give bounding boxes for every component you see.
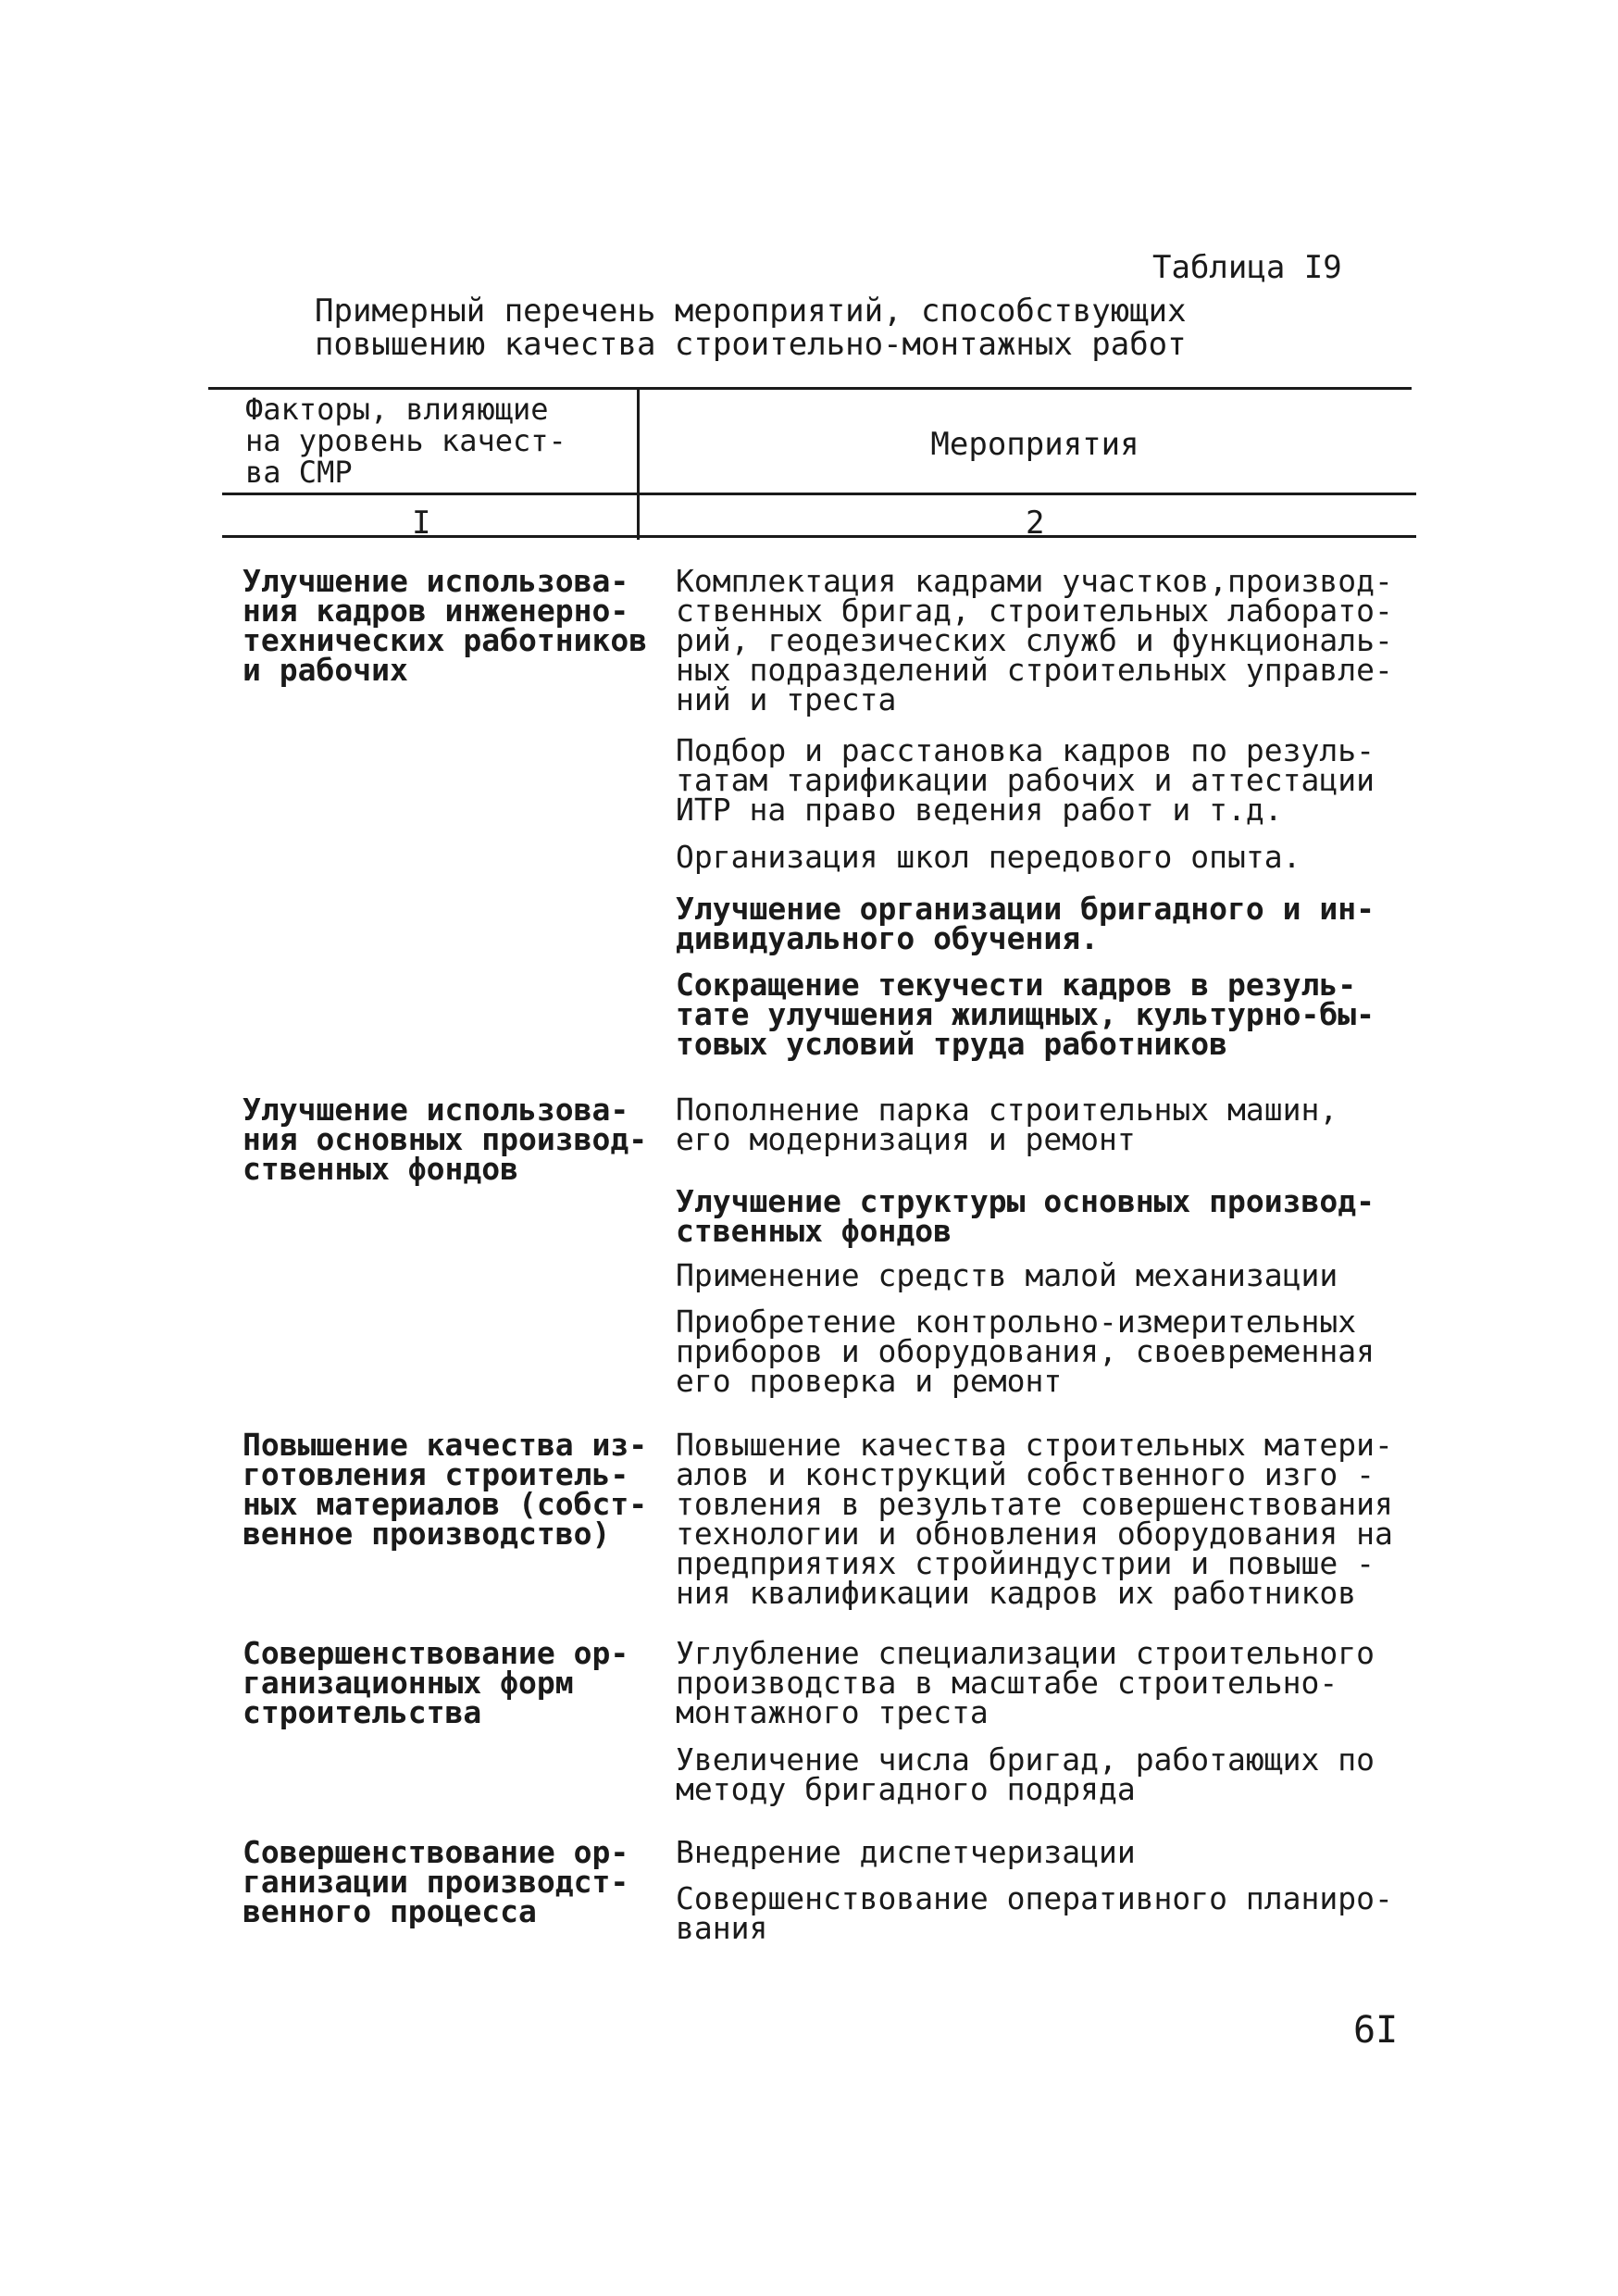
header-bottom-rule <box>222 493 1416 495</box>
measure-row-1-item-2: Подбор и расстановка кадров по резуль- татам тарификации рабочих и аттестации ИТР на право ведения работ и т.д. <box>676 732 1375 828</box>
factor-row-2: Улучшение использова- ния основных производ- ственных фондов <box>243 1092 648 1187</box>
table-top-rule <box>208 387 1412 390</box>
measure-row-3-item-1: Повышение качества строительных матери- алов и конструкций собственного изго - товления в результате совершенствования технологии и обновления оборудования на предприятиях стройиндустрии и повыше - ния квалификации кадров их работников <box>676 1427 1393 1611</box>
factor-row-5: Совершенствование ор- ганизации производст- венного процесса <box>243 1834 629 1929</box>
measure-row-4-item-2: Увеличение числа бригад, работающих по методу бригадного подряда <box>676 1741 1375 1807</box>
measure-row-2-item-4: Приобретение контрольно-измерительных приборов и оборудования, своевременная его проверка и ремонт <box>676 1304 1375 1399</box>
measure-row-4-item-1: Углубление специализации строительного производства в масштабе строительно- монтажного треста <box>676 1635 1375 1730</box>
header-factors: Факторы, влияющие на уровень качест- ва СМР <box>245 392 566 490</box>
factor-row-3: Повышение качества из- готовления строитель- ных материалов (собст- венное производство) <box>243 1427 648 1552</box>
measure-row-1-item-4: Улучшение организации бригадного и ин- дивидуального обучения. <box>676 891 1375 956</box>
column-divider-header <box>637 387 640 540</box>
measure-row-2-item-2: Улучшение структуры основных производ- ственных фондов <box>676 1183 1375 1249</box>
measure-row-2-item-3: Применение средств малой механизации <box>676 1257 1338 1293</box>
table-number: Таблица I9 <box>1152 249 1342 286</box>
page-number: 6I <box>1353 2009 1399 2052</box>
measure-row-5-item-1: Внедрение диспетчеризации <box>676 1834 1136 1870</box>
table-title: Примерный перечень мероприятий, способствующих повышению качества строительно-монтажных работ <box>315 293 1187 363</box>
measure-row-1-item-3: Организация школ передового опыта. <box>676 839 1301 875</box>
column-number-2: 2 <box>1026 505 1045 542</box>
measure-row-1-item-1: Комплектация кадрами участков,производ- ственных бригад, строительных лаборато- рий, геодезических служб и функциональ- ных подразделений строительных управле- ний и треста <box>676 563 1393 718</box>
column-number-rule <box>222 535 1416 538</box>
factor-row-1: Улучшение использова- ния кадров инженерно- технических работников и рабочих <box>243 563 648 688</box>
measure-row-2-item-1: Пополнение парка строительных машин, его модернизация и ремонт <box>676 1092 1338 1157</box>
factor-row-4: Совершенствование ор- ганизационных форм строительства <box>243 1635 629 1730</box>
header-measures: Мероприятия <box>930 426 1139 463</box>
measure-row-5-item-2: Совершенствование оперативного планиро- вания <box>676 1880 1393 1946</box>
column-number-1: I <box>412 505 431 542</box>
measure-row-1-item-5: Сокращение текучести кадров в резуль- тате улучшения жилищных, культурно-бы- товых условий труда работников <box>676 967 1375 1062</box>
